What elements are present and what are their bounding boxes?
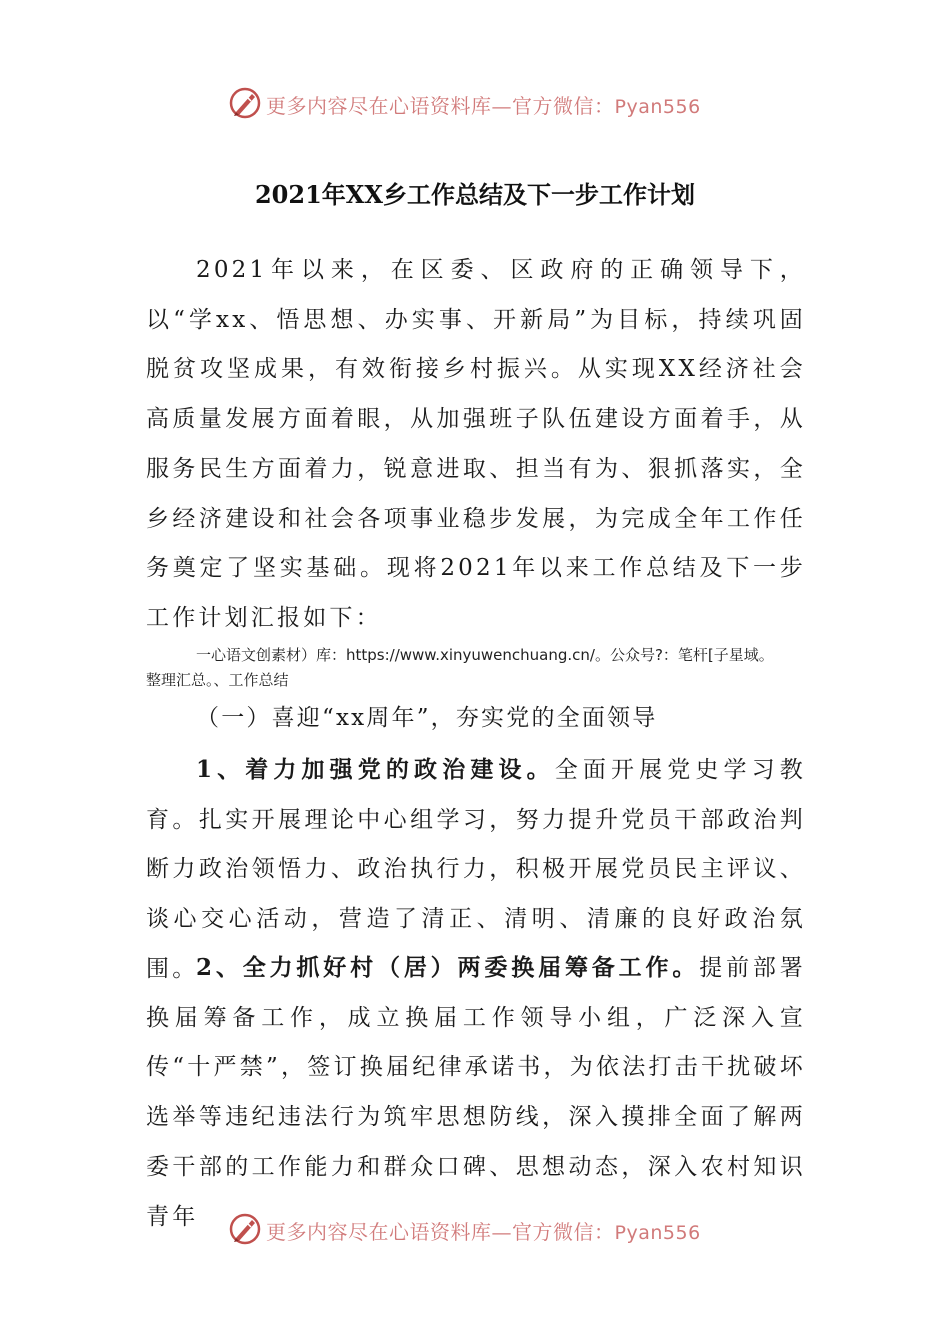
watermark-text: 更多内容尽在心语资料库—官方微信：Pyan556 [266,1220,701,1244]
source-note-line-1: 一心语文创素材）库：https://www.xinyuwenchuang.cn/。公众号?：笔杆[子星域。 [196,646,774,664]
wechat-id: Pyan556 [614,96,701,118]
item-2-body: 提前部署换届筹备工作，成立换届工作领导小组，广泛深入宣传“十严禁”，签订换届纪律承诺书，为依法打击干扰破坏选举等违纪违法行为筑牢思想防线，深入摸排全面了解两委干部的工作能力和群众口碑、思想动态，深入农村知识青年 [146,955,806,1230]
watermark-banner-bottom [0,1210,950,1250]
intro-paragraph [146,246,806,644]
wechat-id: Pyan556 [614,1222,701,1244]
watermark-banner-top [0,84,950,124]
section-heading: （一）喜迎“xx周年”，夯实党的全面领导 [196,705,658,731]
item-1-body: 全面开展党史学习教育。扎实开展理论中心组学习，努力提升党员干部政治判断力政治领悟力、政治执行力，积极开展党员民主评议、谈心交心活动，营造了清正、清明、清廉的良好政治氛围。 [146,757,806,982]
item-2-lead: 2、全力抓好村（居）两委换届筹备工作。 [196,954,700,981]
pen-logo-icon [228,86,262,120]
watermark-text: 更多内容尽在心语资料库—官方微信：Pyan556 [266,94,701,118]
document-title: 2021年XX乡工作总结及下一步工作计划 [254,180,696,209]
item-1-lead: 1、着力加强党的政治建设。 [196,756,555,783]
source-note-line-2: 整理汇总。、工作总结 [146,671,289,689]
pen-logo-icon [228,1212,262,1246]
intro-text: 2021年以来，在区委、区政府的正确领导下，以“学xx、悟思想、办实事、开新局”为目标，持续巩固脱贫攻坚成果，有效衔接乡村振兴。从实现XX经济社会高质量发展方面着眼，从加强班子队伍建设方面着手，从服务民生方面着力，锐意进取、担当有为、狠抓落实，全乡经济建设和社会各项事业稳步发展，为完成全年工作任务奠定了坚实基础。现将2021年以来工作总结及下一步工作计划汇报如下： [146,257,806,631]
source-note [146,643,826,693]
item-2-paragraph [146,943,806,1242]
